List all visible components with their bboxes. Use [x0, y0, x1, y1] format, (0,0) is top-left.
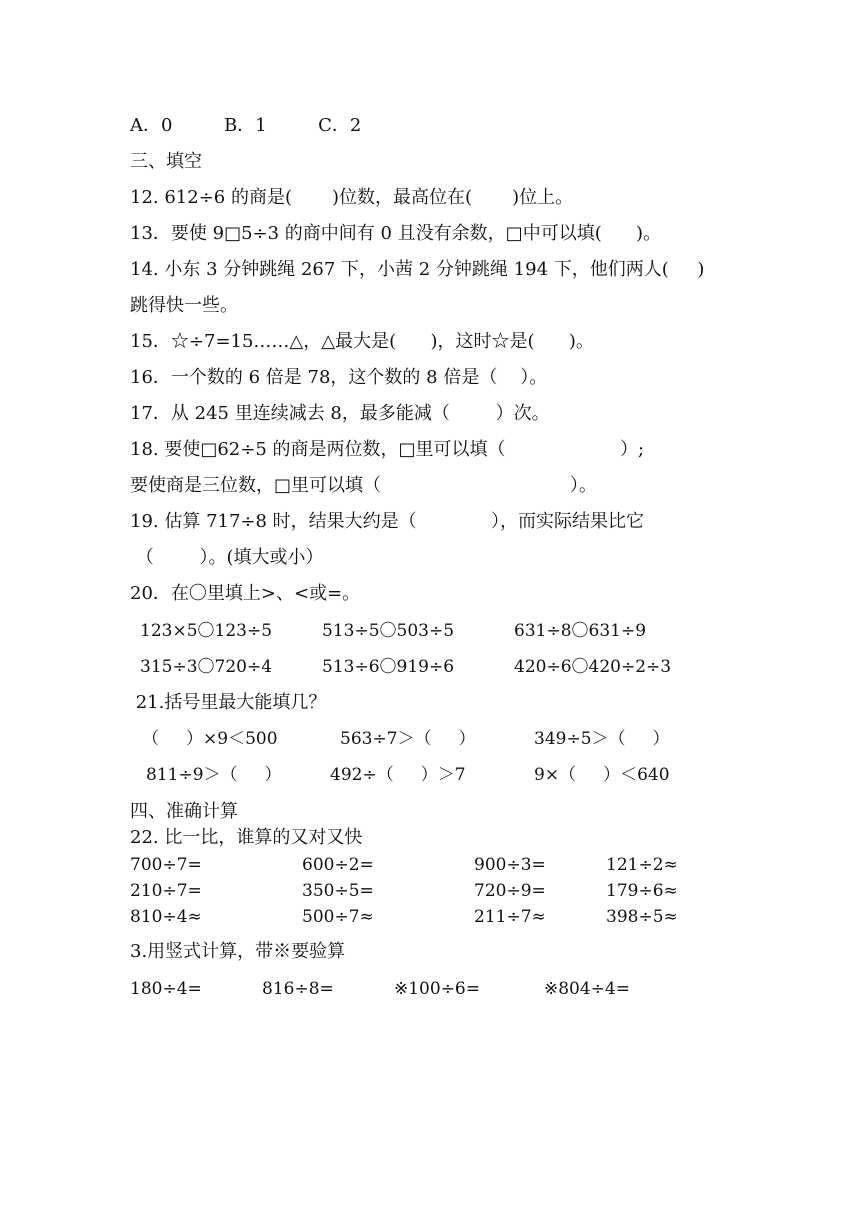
question-14-line-1: 14. 小东 3 分钟跳绳 267 下，小茜 2 分钟跳绳 194 下，他们两人( )	[130, 259, 705, 280]
fill-blank-item: 9×（ ）＜640	[534, 765, 670, 785]
fill-blank-item: 349÷5＞（ ）	[534, 729, 670, 749]
vertical-calc-item: ※804÷4=	[544, 979, 630, 999]
fill-blank-item: 563÷7＞（ ）	[340, 729, 476, 749]
fill-blank-item: （ ）×9＜500	[142, 729, 278, 749]
calc-item: 720÷9=	[474, 881, 546, 901]
question-18-line-1: 18. 要使□62÷5 的商是两位数，□里可以填（ ）;	[130, 439, 645, 460]
calc-item: 810÷4≈	[130, 907, 202, 927]
calc-item: 500÷7≈	[302, 907, 374, 927]
question-21-row-1	[130, 727, 670, 751]
question-16: 16．一个数的 6 倍是 78，这个数的 8 倍是（ ）。	[130, 367, 548, 388]
question-13: 13．要使 9□5÷3 的商中间有 0 且没有余数，□中可以填( )。	[130, 223, 662, 244]
calc-item: 398÷5≈	[606, 907, 678, 927]
section-3-title: 三、填空	[130, 151, 202, 172]
comparison-item: 631÷8〇631÷9	[514, 621, 647, 641]
question-23-title: 3.用竖式计算，带※要验算	[130, 941, 346, 962]
question-18-line-2: 要使商是三位数，□里可以填（ ）。	[130, 475, 597, 496]
comparison-item: 315÷3〇720÷4	[140, 657, 273, 677]
question-19-line-1: 19. 估算 717÷8 时，结果大约是（ ），而实际结果比它	[130, 511, 645, 532]
fill-blank-item: 492÷（ ）＞7	[330, 765, 466, 785]
calc-item: 350÷5=	[302, 881, 374, 901]
question-22-row-1	[130, 853, 678, 877]
question-21-row-2	[130, 763, 670, 787]
vertical-calc-item: 180÷4=	[130, 979, 202, 999]
question-23-row	[130, 977, 630, 1001]
question-17: 17．从 245 里连续减去 8，最多能减（ ）次。	[130, 403, 550, 424]
calc-item: 600÷2=	[302, 855, 374, 875]
question-14-line-2: 跳得快一些。	[130, 295, 238, 316]
calc-item: 700÷7=	[130, 855, 202, 875]
fill-blank-item: 811÷9＞（ ）	[146, 765, 282, 785]
calc-item: 211÷7≈	[474, 907, 546, 927]
comparison-item: 420÷6〇420÷2÷3	[514, 657, 672, 677]
question-20-row-2	[130, 655, 672, 679]
calc-item: 900÷3=	[474, 855, 546, 875]
question-19-line-2: （ ）。(填大或小）	[130, 547, 324, 568]
section-4-title: 四、准确计算	[130, 801, 238, 822]
calc-item: 121÷2≈	[606, 855, 678, 875]
question-20-title: 20．在〇里填上>、<或=。	[130, 583, 361, 604]
vertical-calc-item: 816÷8=	[262, 979, 334, 999]
calc-item: 179÷6≈	[606, 881, 678, 901]
comparison-item: 513÷6〇919÷6	[322, 657, 455, 677]
answer-options: A．0 B．1 C．2	[130, 115, 362, 136]
calc-item: 210÷7=	[130, 881, 202, 901]
comparison-item: 513÷5〇503÷5	[322, 621, 455, 641]
question-20-row-1	[130, 619, 647, 643]
question-21-title: 21.括号里最大能填几？	[130, 692, 327, 713]
question-15: 15．☆÷7=15……△，△最大是( )，这时☆是( )。	[130, 331, 594, 352]
question-22-title: 22. 比一比，谁算的又对又快	[130, 827, 363, 848]
question-22-row-3	[130, 905, 678, 929]
comparison-item: 123×5〇123÷5	[140, 621, 273, 641]
question-12: 12. 612÷6 的商是( )位数，最高位在( )位上。	[130, 187, 574, 208]
vertical-calc-item: ※100÷6=	[394, 979, 480, 999]
question-22-row-2	[130, 879, 678, 903]
